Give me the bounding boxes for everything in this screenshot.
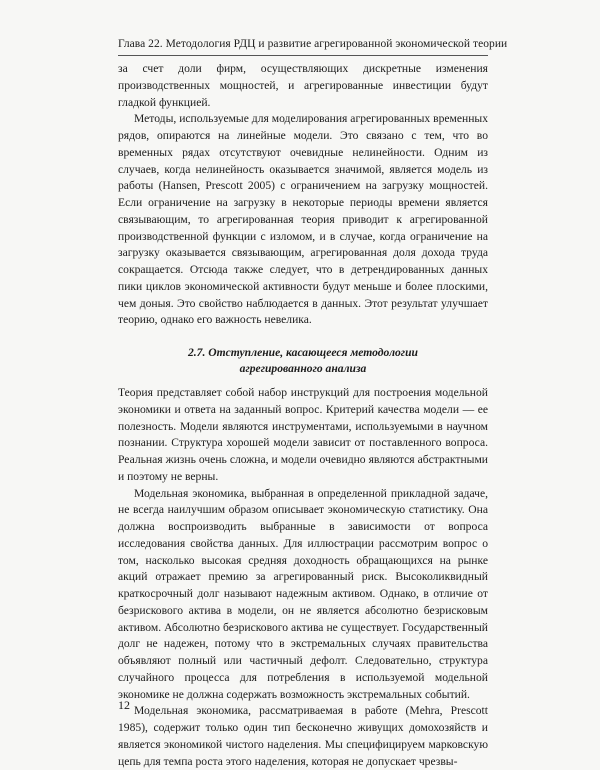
paragraph: за счет доли фирм, осуществляющих дискретные изменения производственных мощностей, и агрегированные инвестиции будут гладкой функцией. [118,62,488,109]
section-title-line: 2.7. Отступление, касающееся методологии [187,346,418,359]
paragraph: Теория представляет собой набор инструкций для построения модельной экономики и ответа на заданный вопрос. Критерий качества модели — ее полезность. Модели являются инструментами, используемыми в научном познании. Структура хорошей модели зависит от поставленного вопроса. Реальная жизнь очень сложна, и модели очевидно являются абстрактными и поэтому не верны. [118,386,488,483]
header-rule [118,55,488,56]
running-header: Глава 22. Методология РДЦ и развитие агрегированной экономической теории [118,38,508,50]
paragraph: Модельная экономика, рассматриваемая в работе (Mehra, Prescott 1985), содержит только один тип бесконечно живущих домохозяйств и является экономикой чистого наделения. Мы специфицируем марковскую цепь для темпа роста этого наделения, которая не допускает чрезвы- [118,704,488,768]
paragraph: Модельная экономика, выбранная в определенной прикладной задаче, не всегда наилучшим образом описывает экономическую статистику. Она должна воспроизводить выбранные в зависимости от вопроса исследования свойства данных. Для иллюстрации рассмотрим вопрос о том, насколько высокая средняя доходность обращающихся на рынке акций отражает премию за агрегированный риск. Высоколиквидный краткосрочный долг называют надежным активом. Однако, в отличие от безрискового актива в модели, он не является абсолютно безрисковым активом. Абсолютно безрискового актива не существует. Государственный долг не надежен, потому что в экстремальных случаях правительства объявляют полный или частичный дефолт. Следовательно, структура случайного процесса для потребления в используемой модельной экономике не должна содержать возможность экстремальных событий. [118,486,488,701]
paragraph: Методы, используемые для моделирования агрегированных временных рядов, опираются на линейные модели. Это связано с тем, что во временных рядах отсутствуют очевидные нелинейности. Одним из случаев, когда нелинейность оказывается значимой, является модель из работы (Hansen, Prescott 2005) с ограничением на загрузку мощностей. Если ограничение на загрузку в некоторые периоды времени является связывающим, то агрегированная теория приводит к агрегированной производственной функции с изломом, и в случае, когда ограничение на загрузку оказывается связывающим, агрегированная доля дохода труда сокращается. Отсюда также следует, что в детрендированных данных пики циклов экономической активности будут меньше и более плоскими, чем доныя. Это свойство наблюдается в данных. Этот результат улучшает теорию, однако его важность невелика. [118,112,488,327]
body-text [118,61,488,770]
page-number: 12 [118,698,130,712]
section-title-line: агрегированного анализа [239,362,367,375]
section-title [118,345,488,377]
